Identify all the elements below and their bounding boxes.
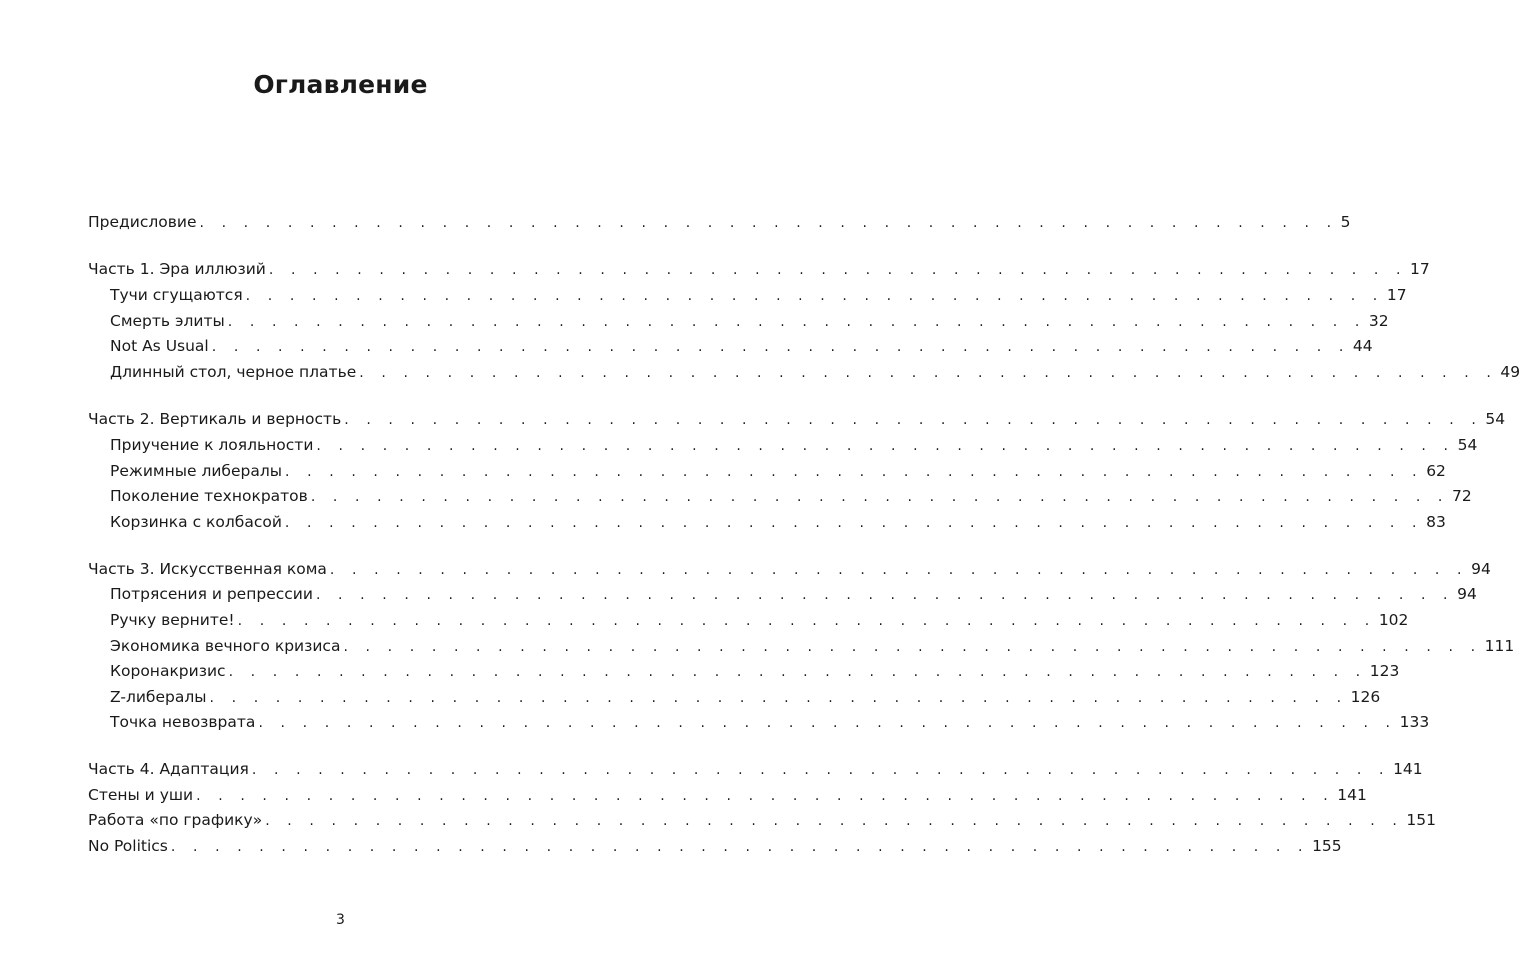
toc-entry [88, 686, 1381, 708]
toc-leader-dots: . . . . . . . . . . . . . . . . . . . . . . . . . . . . . . . . . . . . . . . . . . . . . . . . . . . . [268, 262, 1408, 278]
toc-entry-label: Потрясения и репрессии [110, 585, 313, 603]
toc-entry [88, 361, 1520, 383]
toc-entry-label: Режимные либералы [110, 462, 283, 480]
toc-entry-page: 94 [1471, 560, 1491, 578]
toc-entry-page: 141 [1337, 786, 1367, 804]
toc-leader-dots: . . . . . . . . . . . . . . . . . . . . . . . . . . . . . . . . . . . . . . . . . . . . . . . . . . . . [211, 339, 1350, 355]
toc-leader-dots: . . . . . . . . . . . . . . . . . . . . . . . . . . . . . . . . . . . . . . . . . . . . . . . . . . . . [228, 664, 1367, 680]
toc-entry [88, 335, 1373, 357]
toc-leader-dots: . . . . . . . . . . . . . . . . . . . . . . . . . . . . . . . . . . . . . . . . . . . . . . . . . . . . [258, 715, 1397, 731]
toc-leader-dots: . . . . . . . . . . . . . . . . . . . . . . . . . . . . . . . . . . . . . . . . . . . . . . . . . . . . [284, 515, 1424, 531]
toc-entry [88, 609, 1409, 631]
toc-entry-page: 62 [1426, 462, 1446, 480]
toc-leader-dots: . . . . . . . . . . . . . . . . . . . . . . . . . . . . . . . . . . . . . . . . . . . . . . . . . . . . [265, 813, 1404, 829]
toc-entry-label: Часть 1. Эра иллюзий [88, 260, 266, 278]
toc-entry-label: Часть 3. Искусственная кома [88, 560, 327, 578]
toc-entry-label: Z-либералы [110, 688, 207, 706]
toc-entry-page: 5 [1340, 213, 1351, 231]
toc-entry [88, 485, 1472, 507]
toc-entry-page: 17 [1410, 260, 1430, 278]
toc-entry-page: 44 [1352, 337, 1373, 355]
toc-leader-dots: . . . . . . . . . . . . . . . . . . . . . . . . . . . . . . . . . . . . . . . . . . . . . . . . . . . . [310, 489, 1449, 505]
toc-entry [88, 408, 1506, 430]
page-title: Оглавление [253, 70, 428, 99]
toc-entry-page: 72 [1451, 487, 1472, 505]
toc-entry [88, 758, 1423, 780]
toc-entry-label: Тучи сгущаются [110, 286, 243, 304]
toc-entry-label: Предисловие [88, 213, 197, 231]
toc-entry-page: 133 [1399, 713, 1430, 731]
toc-entry-label: Not As Usual [110, 337, 209, 355]
toc-leader-dots: . . . . . . . . . . . . . . . . . . . . . . . . . . . . . . . . . . . . . . . . . . . . . . . . . . . . [285, 464, 1424, 480]
toc-leader-dots: . . . . . . . . . . . . . . . . . . . . . . . . . . . . . . . . . . . . . . . . . . . . . . . . . . . . [316, 438, 1455, 454]
toc-entry [88, 711, 1430, 733]
toc-leader-dots: . . . . . . . . . . . . . . . . . . . . . . . . . . . . . . . . . . . . . . . . . . . . . . . . . . . . [343, 639, 1482, 655]
toc-entry-page: 155 [1312, 837, 1342, 855]
toc-entry [88, 558, 1491, 580]
toc-leader-dots: . . . . . . . . . . . . . . . . . . . . . . . . . . . . . . . . . . . . . . . . . . . . . . . . . . . . [245, 288, 1384, 304]
toc-entry-page: 94 [1457, 585, 1477, 603]
toc-entry [88, 258, 1430, 280]
toc-leader-dots: . . . . . . . . . . . . . . . . . . . . . . . . . . . . . . . . . . . . . . . . . . . . . . . . . . . . [199, 215, 1338, 231]
toc-entry-page: 32 [1368, 312, 1389, 330]
toc-entry-page: 141 [1393, 760, 1423, 778]
toc-entry [88, 434, 1478, 456]
toc-entry [88, 784, 1367, 806]
toc-entry [88, 284, 1407, 306]
toc-entry [88, 460, 1446, 482]
toc-leader-dots: . . . . . . . . . . . . . . . . . . . . . . . . . . . . . . . . . . . . . . . . . . . . . . . . . . . . [237, 613, 1376, 629]
toc-entry-page: 54 [1485, 410, 1506, 428]
toc-entry-page: 49 [1500, 363, 1520, 381]
toc-entry [88, 835, 1342, 857]
toc-entry-page: 126 [1350, 688, 1381, 706]
toc-entry-label: Точка невозврата [110, 713, 256, 731]
toc-leader-dots: . . . . . . . . . . . . . . . . . . . . . . . . . . . . . . . . . . . . . . . . . . . . . . . . . . . . [359, 365, 1498, 381]
toc-leader-dots: . . . . . . . . . . . . . . . . . . . . . . . . . . . . . . . . . . . . . . . . . . . . . . . . . . . . [251, 762, 1391, 778]
toc-entry-page: 102 [1378, 611, 1409, 629]
toc-entry [88, 635, 1515, 657]
toc-entry-page: 17 [1386, 286, 1407, 304]
toc-entry-label: Коронакризис [110, 662, 226, 680]
toc-leader-dots: . . . . . . . . . . . . . . . . . . . . . . . . . . . . . . . . . . . . . . . . . . . . . . . . . . . . [315, 587, 1455, 603]
page-number: 3 [336, 912, 345, 928]
toc-entry-page: 151 [1406, 811, 1436, 829]
toc-entry-label: Корзинка с колбасой [110, 513, 282, 531]
toc-leader-dots: . . . . . . . . . . . . . . . . . . . . . . . . . . . . . . . . . . . . . . . . . . . . . . . . . . . . [209, 690, 1348, 706]
toc-entry [88, 511, 1446, 533]
toc-entry-label: Поколение технократов [110, 487, 308, 505]
toc-leader-dots: . . . . . . . . . . . . . . . . . . . . . . . . . . . . . . . . . . . . . . . . . . . . . . . . . . . . [170, 839, 1310, 855]
toc-entry-label: Смерть элиты [110, 312, 225, 330]
toc-entry-label: Часть 2. Вертикаль и верность [88, 410, 342, 428]
toc-entry-label: Длинный стол, черное платье [110, 363, 357, 381]
toc-entry-page: 54 [1457, 436, 1478, 454]
toc-entry [88, 211, 1351, 233]
toc-entry [88, 660, 1400, 682]
toc-entry-page: 111 [1484, 637, 1515, 655]
toc-entry-label: Часть 4. Адаптация [88, 760, 249, 778]
toc-leader-dots: . . . . . . . . . . . . . . . . . . . . . . . . . . . . . . . . . . . . . . . . . . . . . . . . . . . . [227, 314, 1366, 330]
toc-entry [88, 583, 1477, 605]
toc-entry-page: 123 [1369, 662, 1400, 680]
toc-leader-dots: . . . . . . . . . . . . . . . . . . . . . . . . . . . . . . . . . . . . . . . . . . . . . . . . . . . . [344, 412, 1483, 428]
toc-entry-label: Ручку верните! [110, 611, 235, 629]
toc-entry-label: Приучение к лояльности [110, 436, 314, 454]
toc-entry-label: Экономика вечного кризиса [110, 637, 341, 655]
toc-entry [88, 310, 1389, 332]
toc-entry-page: 83 [1426, 513, 1446, 531]
toc-entry-label: Стены и уши [88, 786, 194, 804]
toc-entry [88, 809, 1436, 831]
toc-leader-dots: . . . . . . . . . . . . . . . . . . . . . . . . . . . . . . . . . . . . . . . . . . . . . . . . . . . . [196, 788, 1335, 804]
toc-leader-dots: . . . . . . . . . . . . . . . . . . . . . . . . . . . . . . . . . . . . . . . . . . . . . . . . . . . . [329, 562, 1469, 578]
toc-entry-label: Работа «по графику» [88, 811, 263, 829]
toc-entry-label: No Politics [88, 837, 168, 855]
